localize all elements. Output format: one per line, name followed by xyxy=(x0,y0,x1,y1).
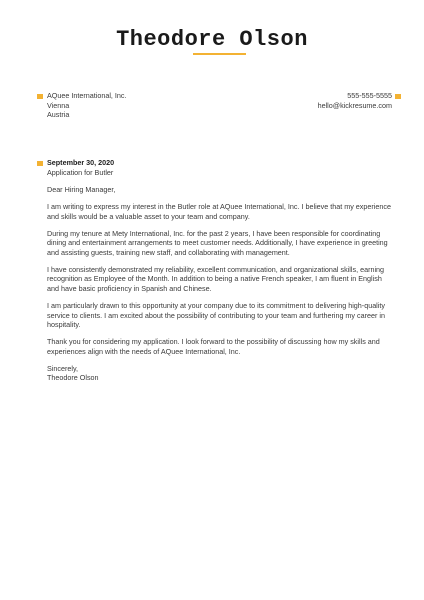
letter-subject: Application for Butler xyxy=(47,167,114,177)
name-underline-accent xyxy=(193,53,246,55)
letter-date: September 30, 2020 xyxy=(47,158,115,167)
date-marker-icon xyxy=(37,161,43,166)
recipient-marker-icon xyxy=(37,94,43,99)
contact-email: hello@kickresume.com xyxy=(317,100,392,110)
letter-signature: Theodore Olson xyxy=(47,373,99,383)
recipient-city: Vienna xyxy=(47,100,70,110)
contact-phone: 555-555-5555 xyxy=(347,91,392,100)
letter-paragraph-4: I am particularly drawn to this opportunity at your company due to its commitment to delivering high-quality service to clients. I am excited about the possibility of contributing to your team and furthering my career in hospitality. xyxy=(47,300,385,330)
letter-paragraph-3: I have consistently demonstrated my reliability, excellent communication, and organizational skills, earning recognition as Employee of the Month. In addition to being a native French speaker, I am fluent in English and have basic proficiency in Spanish and Chinese. xyxy=(47,264,385,293)
recipient-address xyxy=(47,91,127,120)
letter-salutation: Dear Hiring Manager, xyxy=(47,185,116,194)
letter-paragraph-2: During my tenure at Mety International, Inc. for the past 2 years, I have been responsible for coordinating dining and entertainment arrangements to meet customer needs. Additionally, I have experience in greeting and assisting guests, training new staff, and collaborating with management. xyxy=(47,228,388,257)
contact-info xyxy=(252,91,392,110)
letter-paragraph-1: I am writing to express my interest in the Butler role at AQuee International, Inc. I believe that my experience and skills would be a valuable asset to your team and company. xyxy=(47,201,391,221)
recipient-company: AQuee International, Inc. xyxy=(47,91,127,100)
letter-signoff xyxy=(47,364,393,383)
letter-meta xyxy=(47,158,114,177)
recipient-country: Austria xyxy=(47,110,70,120)
letter-closing: Sincerely, xyxy=(47,363,79,373)
contact-marker-icon xyxy=(395,94,401,99)
letter-body xyxy=(47,185,393,383)
letter-paragraph-5: Thank you for considering my application. I look forward to the possibility of discussing how my skills and experiences align with the needs of AQuee International, Inc. xyxy=(47,337,380,356)
applicant-name: Theodore Olson xyxy=(116,27,308,52)
